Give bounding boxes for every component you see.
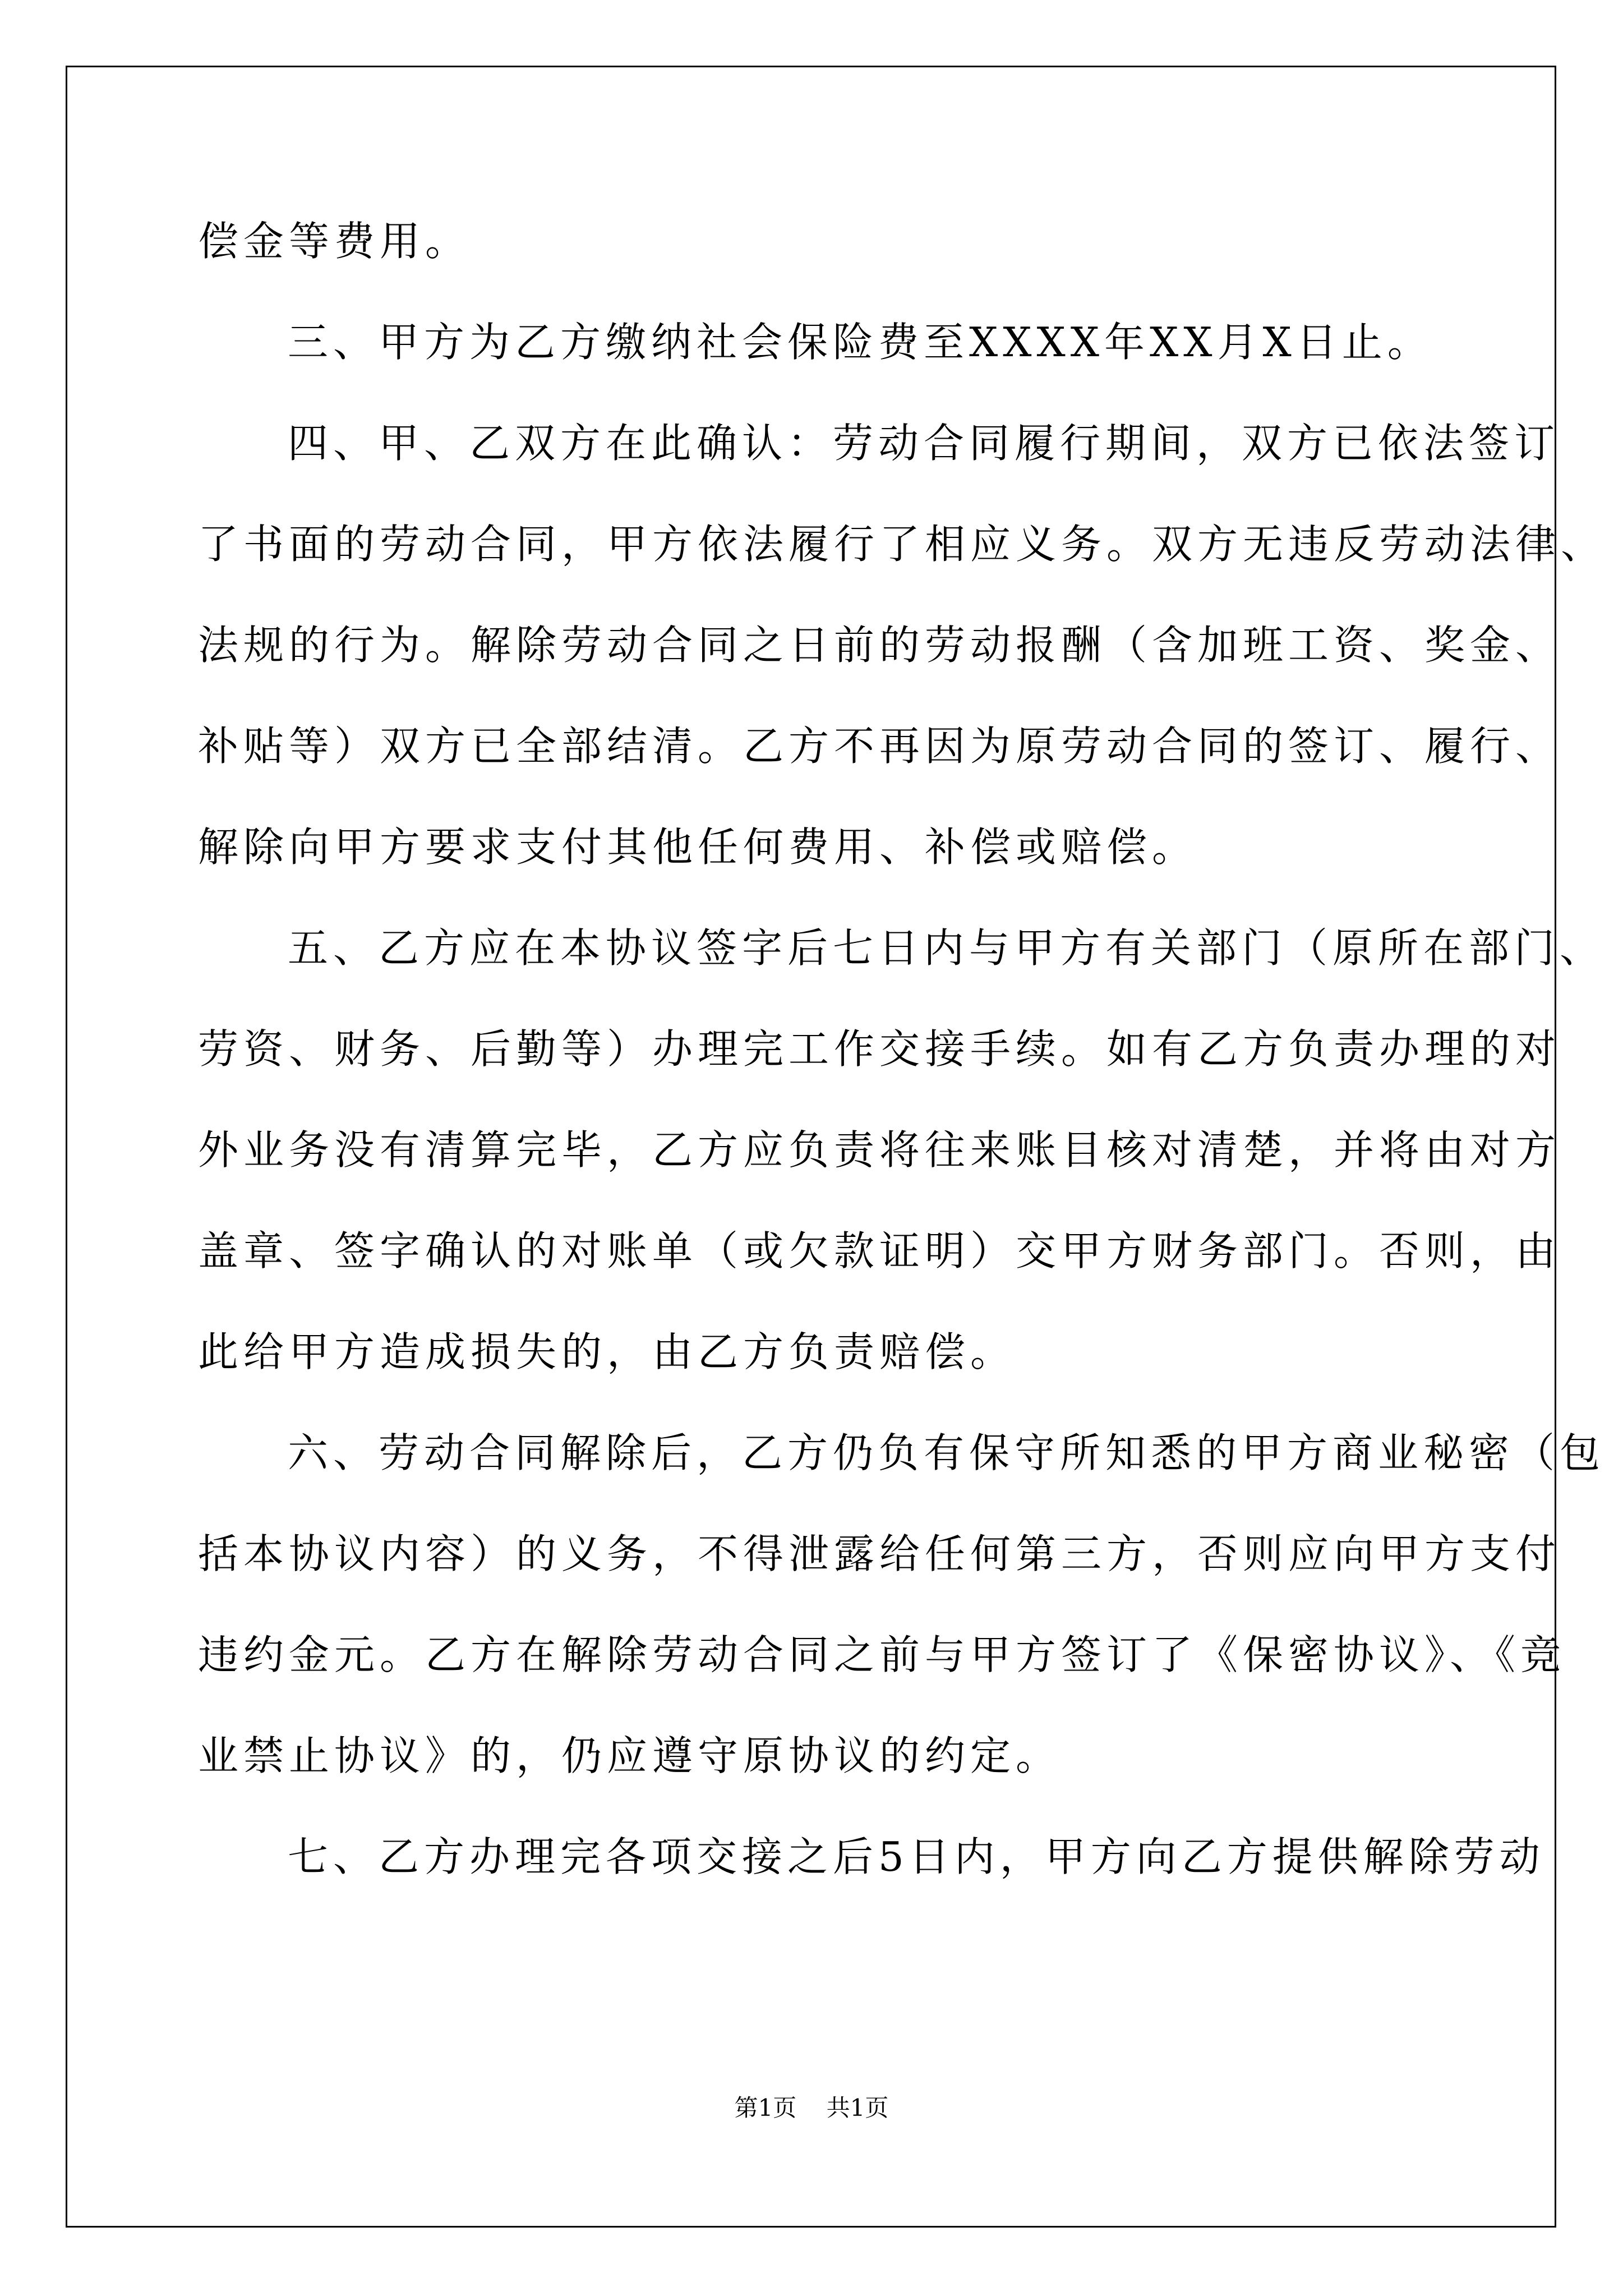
clause-5-line: 此给甲方造成损失的，由乙方负责赔偿。 xyxy=(198,1328,1016,1375)
clause-4-line: 法规的行为。解除劳动合同之日前的劳动报酬（含加班工资、奖金、 xyxy=(198,622,1561,669)
page-total: 共1页 xyxy=(826,2094,889,2122)
clause-4-line: 了书面的劳动合同，甲方依法履行了相应义务。双方无违反劳动法律、 xyxy=(198,521,1607,568)
clause-4-line: 补贴等）双方已全部结清。乙方不再因为原劳动合同的签订、履行、 xyxy=(198,723,1561,770)
clause-5-line: 盖章、签字确认的对账单（或欠款证明）交甲方财务部门。否则，由 xyxy=(198,1227,1561,1274)
clause-3-line: 三、甲方为乙方缴纳社会保险费至XXXX年XX月X日止。 xyxy=(288,319,1433,366)
clause-5-line: 五、乙方应在本协议签字后七日内与甲方有关部门（原所在部门、 xyxy=(288,924,1606,972)
clause-6-line: 括本协议内容）的义务，不得泄露给任何第三方，否则应向甲方支付 xyxy=(198,1530,1561,1577)
text-line: 偿金等费用。 xyxy=(198,218,471,265)
document-body xyxy=(198,191,1607,1907)
clause-6-line: 六、劳动合同解除后，乙方仍负有保守所知悉的甲方商业秘密（包 xyxy=(288,1429,1606,1476)
clause-4-line: 四、甲、乙双方在此确认：劳动合同履行期间，双方已依法签订 xyxy=(288,420,1560,467)
clause-5-line: 劳资、财务、后勤等）办理完工作交接手续。如有乙方负责办理的对 xyxy=(198,1025,1561,1073)
clause-4-line: 解除向甲方要求支付其他任何费用、补偿或赔偿。 xyxy=(198,823,1198,871)
clause-5-line: 外业务没有清算完毕，乙方应负责将往来账目核对清楚，并将由对方 xyxy=(198,1126,1561,1174)
clause-6-line: 业禁止协议》的，仍应遵守原协议的约定。 xyxy=(198,1732,1062,1779)
clause-7-line: 七、乙方办理完各项交接之后5日内，甲方向乙方提供解除劳动 xyxy=(288,1833,1545,1880)
clause-6-line: 违约金元。乙方在解除劳动合同之前与甲方签订了《保密协议》、《竞 xyxy=(198,1631,1566,1678)
page-number: 第1页 xyxy=(734,2094,797,2122)
page-footer xyxy=(0,2091,1623,2125)
